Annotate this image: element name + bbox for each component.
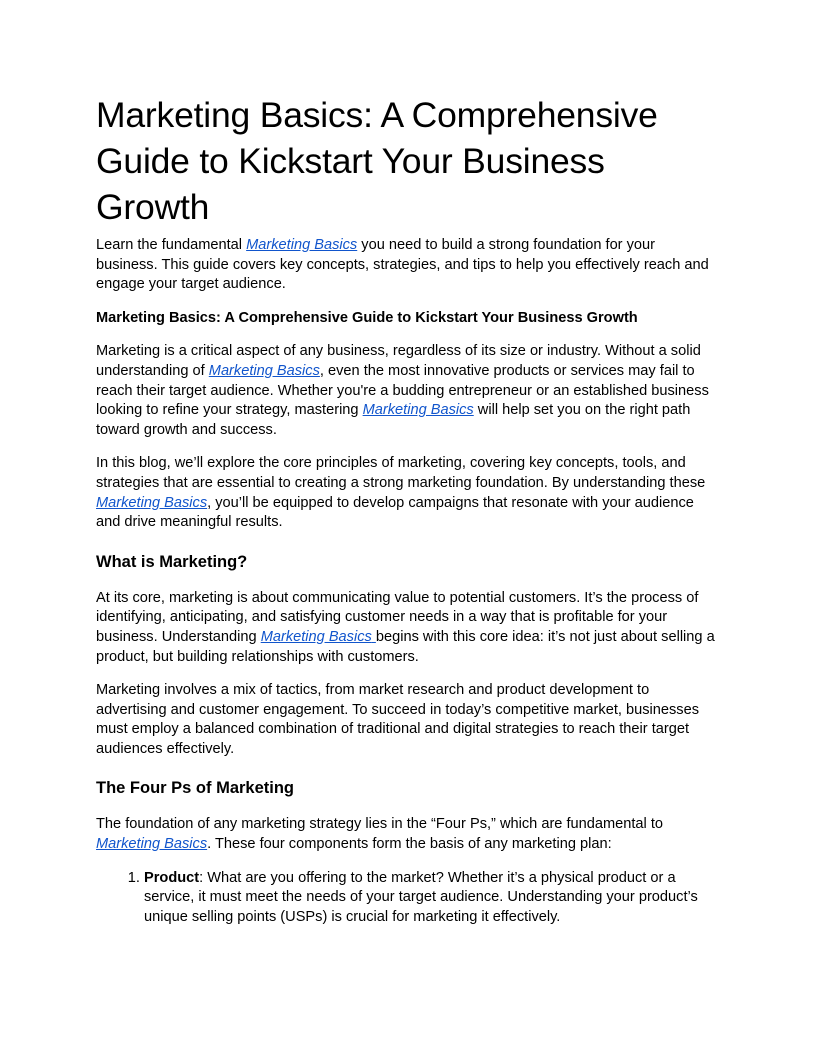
heading-what-is-marketing: What is Marketing? [96, 552, 248, 571]
paragraph-1 [96, 342, 720, 440]
marketing-basics-link-5-text: Marketing Basics [260, 628, 372, 645]
list-item-term: Product [144, 869, 200, 886]
paragraph-4: Marketing involves a mix of tactics, from market research and product development to advertising and customer engagement. To succeed in today’s competitive market, businesses must employ a balanced combination of traditional and digital strategies to reach their target audiences effectively. [96, 682, 699, 757]
marketing-basics-link-2[interactable]: Marketing Basics [208, 362, 320, 379]
paragraph-3-part-1: At its core, marketing is about communicating value to potential customers. It’s the process of identifying, anticipating, and satisfying customer needs in a way that is profitable for your business. Understanding [96, 589, 699, 645]
four-ps-list [96, 869, 720, 928]
intro-text-after: you need to build a strong foundation for your business. This guide covers key concepts, strategies, and tips to help you effectively reach and engage your target audience. [96, 237, 709, 293]
document-title: Marketing Basics: A Comprehensive Guide to Kickstart Your Business Growth [96, 95, 658, 227]
paragraph-3-part-2: begins with this core idea: it’s not just about selling a product, but building relationships with customers. [96, 628, 715, 665]
marketing-basics-link-5[interactable] [261, 629, 376, 645]
marketing-basics-link-6[interactable]: Marketing Basics [96, 836, 208, 853]
marketing-basics-link-1[interactable]: Marketing Basics [246, 237, 358, 253]
paragraph-2 [96, 454, 720, 532]
intro-text-before: Learn the fundamental [96, 237, 247, 253]
marketing-basics-link-4[interactable]: Marketing Basics [96, 494, 208, 511]
list-item-text: : What are you offering to the market? Whether it’s a physical product or a service, it must meet the needs of your target audience. Understanding your product’s unique selling points (USPs) is crucial for marketing it effectively. [144, 869, 698, 925]
paragraph-5-part-1: The foundation of any marketing strategy lies in the “Four Ps,” which are fundamental to [96, 816, 664, 833]
paragraph-2-part-1: In this blog, we’ll explore the core principles of marketing, covering key concepts, tools, and strategies that are essential to creating a strong marketing foundation. By understanding these [96, 455, 706, 491]
paragraph-1-part-3: will help set you on the right path toward growth and success. [96, 402, 691, 438]
heading-four-ps: The Four Ps of Marketing [96, 779, 295, 798]
marketing-basics-link-3[interactable]: Marketing Basics [362, 402, 474, 419]
paragraph-2-part-2: , you’ll be equipped to develop campaigns that resonate with your audience and drive meaningful results. [96, 494, 694, 531]
intro-paragraph [96, 236, 720, 295]
paragraph-5 [96, 815, 720, 854]
paragraph-1-part-1: Marketing is a critical aspect of any business, regardless of its size or industry. Without a solid understanding of [96, 343, 701, 379]
paragraph-3 [96, 589, 720, 667]
list-item [144, 869, 720, 928]
subtitle-bold: Marketing Basics: A Comprehensive Guide to Kickstart Your Business Growth [96, 309, 638, 326]
paragraph-1-part-2: , even the most innovative products or services may fail to reach their target audience. Whether you're a budding entrepreneur or an established business looking to refine your strategy, mastering [96, 362, 709, 419]
paragraph-5-part-2: . These four components form the basis of any marketing plan: [207, 836, 612, 853]
